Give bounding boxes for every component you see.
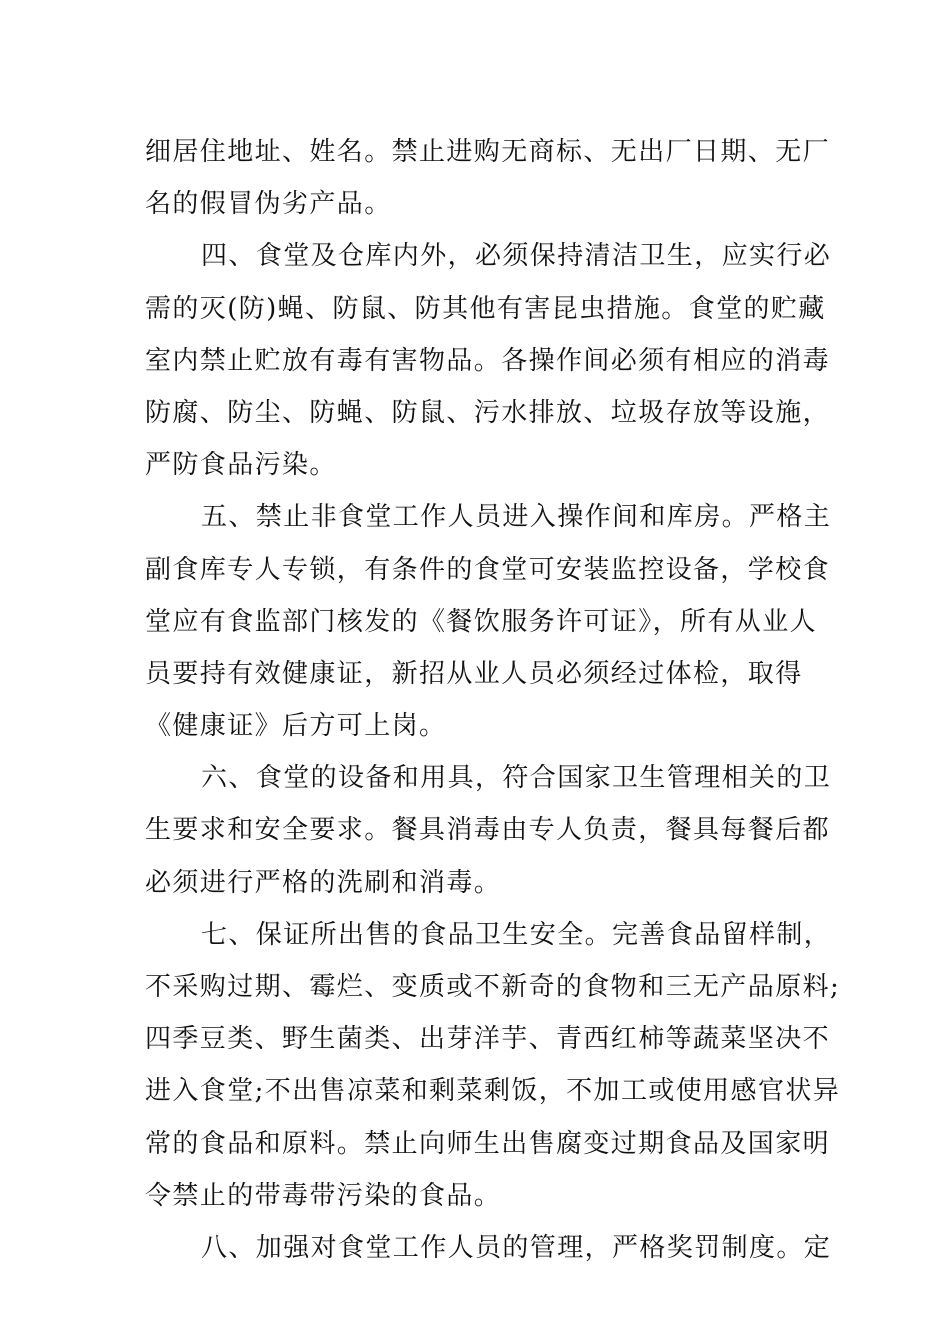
text-line: 生要求和安全要求。餐具消毒由专人负责，餐具每餐后都	[145, 815, 831, 846]
text-line: 防腐、防尘、防蝇、防鼠、污水排放、垃圾存放等设施，	[145, 397, 831, 428]
text-line: 进入食堂;不出售凉菜和剩菜剩饭，不加工或使用感官状异	[145, 1076, 841, 1107]
text-line: 必须进行严格的洗刷和消毒。	[145, 867, 502, 898]
paragraph-start-line: 八、加强对食堂工作人员的管理，严格奖罚制度。定	[201, 1232, 832, 1263]
paragraph-start-line: 七、保证所出售的食品卫生安全。完善食品留样制，	[201, 919, 832, 950]
text-line: 细居住地址、姓名。禁止进购无商标、无出厂日期、无厂	[145, 137, 831, 167]
text-line: 令禁止的带毒带污染的食品。	[145, 1180, 502, 1211]
text-line: 室内禁止贮放有毒有害物品。各操作间必须有相应的消毒	[145, 345, 831, 376]
text-line: 名的假冒伪劣产品。	[145, 189, 392, 220]
paragraph-start-line: 五、禁止非食堂工作人员进入操作间和库房。严格主	[201, 502, 832, 533]
paragraph-start-line: 六、食堂的设备和用具，符合国家卫生管理相关的卫	[201, 763, 832, 794]
text-line: 不采购过期、霉烂、变质或不新奇的食物和三无产品原料;	[145, 972, 841, 1002]
paragraph-start-line: 四、食堂及仓库内外，必须保持清洁卫生，应实行必	[201, 241, 832, 272]
text-line: 常的食品和原料。禁止向师生出售腐变过期食品及国家明	[145, 1128, 831, 1159]
text-line: 严防食品污染。	[145, 450, 337, 481]
text-line: 需的灭(防)蝇、防鼠、防其他有害昆虫措施。食堂的贮藏	[145, 293, 826, 324]
text-line: 员要持有效健康证，新招从业人员必须经过体检，取得	[145, 658, 803, 689]
document-body	[145, 126, 841, 1274]
text-line: 副食库专人专锁，有条件的食堂可安装监控设备，学校食	[145, 554, 831, 585]
text-line: 四季豆类、野生菌类、出芽洋芋、青西红柿等蔬菜坚决不	[145, 1024, 831, 1055]
text-line: 《健康证》后方可上岗。	[145, 711, 447, 742]
text-line: 堂应有食监部门核发的《餐饮服务许可证》，所有从业人	[145, 606, 818, 637]
